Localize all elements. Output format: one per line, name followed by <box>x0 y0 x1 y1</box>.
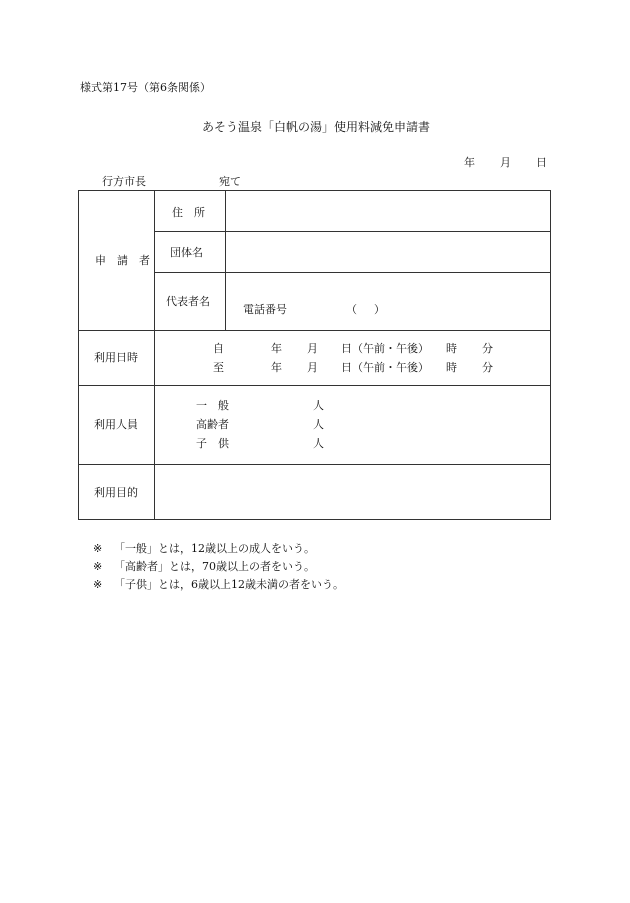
usage-purpose-field[interactable] <box>156 466 549 518</box>
applicant-sublabel-divider <box>225 190 226 330</box>
section-line-people <box>78 385 551 386</box>
to-label: 至 <box>213 361 224 374</box>
to-minute-label: 分 <box>482 361 493 374</box>
addressee-suffix: 宛て <box>219 175 241 188</box>
representative-label: 代表者名 <box>166 295 210 308</box>
from-year-label: 年 <box>271 342 282 355</box>
note-text-3: 「子供」とは，6歳以上12歳未満の者をいう。 <box>114 578 344 591</box>
from-month-label: 月 <box>307 342 318 355</box>
people-category-elderly: 高齢者 <box>196 418 229 431</box>
table-border-right <box>550 190 551 520</box>
from-day-ampm-label: 日（午前・午後） <box>341 342 429 355</box>
to-year-label: 年 <box>271 361 282 374</box>
applicant-row-line-1 <box>154 231 551 232</box>
note-mark-2: ※ <box>93 560 103 573</box>
phone-paren-close: ） <box>374 303 385 316</box>
address-label: 住 所 <box>172 206 205 219</box>
note-text-1: 「一般」とは，12歳以上の成人をいう。 <box>114 542 315 555</box>
address-field[interactable] <box>227 192 549 230</box>
table-border-bottom <box>78 519 551 520</box>
addressee-name: 行方市長 <box>102 175 146 188</box>
applicant-label: 申 請 者 <box>95 254 150 267</box>
section-line-datetime <box>78 330 551 331</box>
people-category-general: 一 般 <box>196 399 229 412</box>
group-name-label: 団体名 <box>170 246 203 259</box>
date-year-label: 年 <box>464 156 475 169</box>
table-border-top <box>78 190 551 191</box>
people-unit-elderly: 人 <box>313 418 324 431</box>
usage-purpose-label: 利用目的 <box>94 486 138 499</box>
people-category-children: 子 供 <box>196 437 229 450</box>
label-column-divider <box>154 190 155 520</box>
people-unit-general: 人 <box>313 399 324 412</box>
note-mark-3: ※ <box>93 578 103 591</box>
date-day-label: 日 <box>536 156 547 169</box>
from-hour-label: 時 <box>446 342 457 355</box>
usage-datetime-label: 利用日時 <box>94 351 138 364</box>
to-hour-label: 時 <box>446 361 457 374</box>
form-title: あそう温泉「白帆の湯」使用料減免申請書 <box>202 120 431 134</box>
people-unit-children: 人 <box>313 437 324 450</box>
phone-field[interactable] <box>357 300 375 316</box>
phone-label: 電話番号 <box>243 303 287 316</box>
to-month-label: 月 <box>307 361 318 374</box>
usage-people-label: 利用人員 <box>94 418 138 431</box>
representative-field[interactable] <box>227 274 549 294</box>
note-text-2: 「高齢者」とは，70歳以上の者をいう。 <box>114 560 315 573</box>
section-line-purpose <box>78 464 551 465</box>
from-label: 自 <box>213 342 224 355</box>
group-name-field[interactable] <box>227 233 549 271</box>
to-day-ampm-label: 日（午前・午後） <box>341 361 429 374</box>
form-number: 様式第17号（第6条関係） <box>80 81 211 94</box>
note-mark-1: ※ <box>93 542 103 555</box>
table-border-left <box>78 190 79 520</box>
phone-paren-open: （ <box>346 303 357 316</box>
date-month-label: 月 <box>500 156 511 169</box>
applicant-row-line-2 <box>154 272 551 273</box>
from-minute-label: 分 <box>482 342 493 355</box>
